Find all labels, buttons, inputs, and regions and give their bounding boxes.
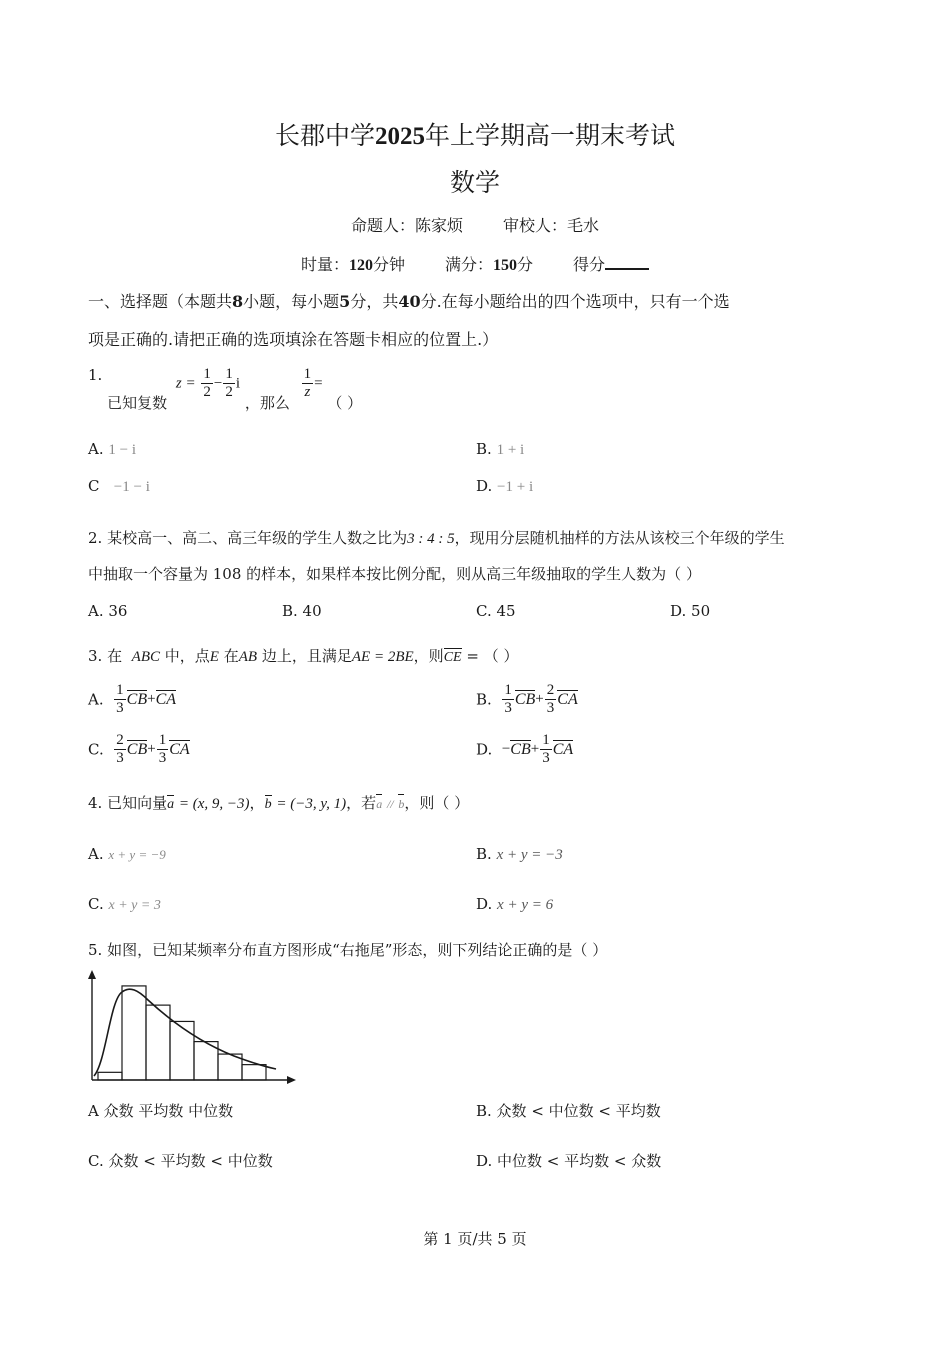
question-4: 4. 已知向量a = (x, 9, −3)，b = (−3, y, 1)，若a // b，则（ ） [88, 794, 470, 812]
q2-option-a: A. 36 [88, 602, 128, 620]
question-3: 3. 在 ABC 中，点E 在AB 边上，且满足AE = 2BE，则CE = （ ） [88, 647, 519, 665]
q4-option-c: C. x + y = 3 [88, 895, 161, 913]
q2-option-d: D. 50 [670, 602, 711, 620]
question-2-line2: 中抽取一个容量为 108 的样本，如果样本按比例分配，则从高三年级抽取的学生人数为（ ） [88, 565, 701, 583]
question-1: 1. 已知复数 z = $\frac{1}{2}$ − $\frac{1}{2}$ i ，那么 $\frac{1}{z}$ = （ ） [88, 366, 363, 412]
q4-option-d: D. x + y = 6 [476, 895, 554, 913]
score-blank [605, 254, 649, 270]
q3-option-c: C. $\frac{2}{3}$ CB+ $\frac{1}{3}$ CA [88, 732, 190, 766]
q2-option-c: C. 45 [476, 602, 516, 620]
q3-option-d: D. −CB+ $\frac{1}{3}$ CA [476, 732, 574, 766]
section-instructions-line2: 项是正确的.请把正确的选项填涂在答题卡相应的位置上.） [88, 330, 499, 349]
section-instructions-line1: 一、选择题（本题共8小题，每小题5分，共40分.在每小题给出的四个选项中，只有一个选 [88, 292, 730, 311]
q1-option-a: A. 1 − i [88, 440, 137, 458]
histogram-bar [170, 1021, 194, 1080]
histogram-bar [242, 1065, 266, 1080]
q5-option-d: D. 中位数 < 平均数 < 众数 [476, 1152, 662, 1170]
histogram-figure [84, 966, 302, 1088]
page-footer: 第 1 页/共 5 页 [423, 1230, 527, 1248]
histogram-bar [98, 1072, 122, 1080]
exam-info-line: 时量：120分钟 满分：150分 得分 [0, 252, 950, 275]
q5-option-a: A 众数 平均数 中位数 [88, 1102, 234, 1120]
histogram-bar [122, 986, 146, 1080]
q5-option-b: B. 众数 < 中位数 < 平均数 [476, 1102, 661, 1120]
question-2-line1: 2. 某校高一、高二、高三年级的学生人数之比为3 : 4 : 5，现用分层随机抽样的方法从该校三个年级的学生 [88, 529, 785, 547]
q1-option-b: B. 1 + i [476, 440, 525, 458]
histogram-density-curve [94, 989, 276, 1076]
x-axis-arrow [287, 1076, 296, 1084]
question-5: 5. 如图，已知某频率分布直方图形成“右拖尾”形态，则下列结论正确的是（ ） [88, 941, 608, 959]
q2-option-b: B. 40 [282, 602, 322, 620]
subject-title: 数学 [449, 168, 500, 197]
q1-option-d: D. −1 + i [476, 477, 534, 495]
histogram-bars [98, 986, 266, 1080]
y-axis-arrow [88, 970, 96, 979]
exam-title: 长郡中学2025年上学期高一期末考试 [274, 121, 676, 150]
q1-option-c: C −1 − i [88, 477, 150, 495]
q4-option-b: B. x + y = −3 [476, 845, 563, 863]
q4-option-a: A. x + y = −9 [88, 845, 166, 863]
q3-option-a: A. $\frac{1}{3}$ CB+CA [88, 682, 177, 716]
q3-option-b: B. $\frac{1}{3}$ CB+ $\frac{2}{3}$ CA [476, 682, 578, 716]
q5-option-c: C. 众数 < 平均数 < 中位数 [88, 1152, 273, 1170]
author-line: 命题人：陈家烦 审校人：毛水 [350, 216, 600, 235]
